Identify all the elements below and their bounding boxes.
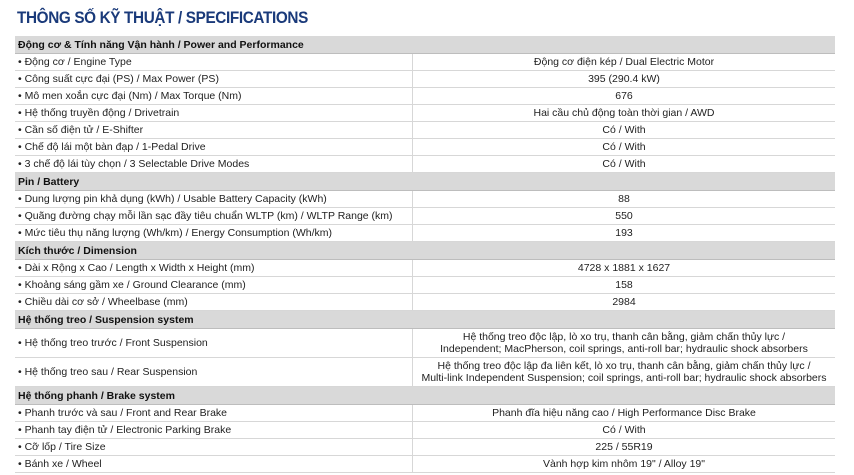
table-row	[15, 225, 835, 242]
table-row	[15, 358, 835, 387]
section-header-brake: Hệ thống phanh / Brake system	[15, 387, 835, 405]
row-label: • Dài x Rộng x Cao / Length x Width x Height (mm)	[18, 262, 255, 274]
section-header-power: Động cơ & Tính năng Vận hành / Power and Performance	[15, 36, 835, 54]
row-value: 88	[412, 191, 835, 207]
row-label: • Phanh tay điện tử / Electronic Parking Brake	[18, 424, 232, 436]
table-row	[15, 260, 835, 277]
table-row	[15, 139, 835, 156]
row-value: Có / With	[412, 139, 835, 155]
row-label: • Động cơ / Engine Type	[18, 56, 132, 68]
row-value: Động cơ điện kép / Dual Electric Motor	[412, 54, 835, 70]
row-label: • Phanh trước và sau / Front and Rear Brake	[18, 407, 228, 419]
row-label: • Quãng đường chạy mỗi lần sạc đầy tiêu chuẩn WLTP (km) / WLTP Range (km)	[18, 210, 393, 222]
row-value: Có / With	[412, 122, 835, 138]
section-header-suspension: Hệ thống treo / Suspension system	[15, 311, 835, 329]
row-value: Vành hợp kim nhôm 19" / Alloy 19"	[412, 456, 835, 472]
row-value	[412, 358, 835, 386]
table-row	[15, 191, 835, 208]
row-label: • Hệ thống treo trước / Front Suspension	[18, 337, 208, 349]
row-label: • Khoảng sáng gầm xe / Ground Clearance (mm)	[18, 279, 246, 291]
row-value: 2984	[412, 294, 835, 310]
row-value: 193	[412, 225, 835, 241]
table-row	[15, 439, 835, 456]
table-row	[15, 277, 835, 294]
row-value: 395 (290.4 kW)	[412, 71, 835, 87]
row-value: Có / With	[412, 156, 835, 172]
table-row	[15, 156, 835, 173]
row-label: • Công suất cực đại (PS) / Max Power (PS)	[18, 73, 219, 85]
row-value-line-1: Hệ thống treo độc lập đa liên kết, lò xo trụ, thanh cân bằng, giảm chấn thủy lực /	[437, 360, 811, 372]
table-row	[15, 122, 835, 139]
row-value-line-2: Multi-link Independent Suspension; coil springs, anti-roll bar; hydraulic shock absorbers	[421, 372, 827, 384]
row-value: 225 / 55R19	[412, 439, 835, 455]
row-label: • Cỡ lốp / Tire Size	[18, 441, 106, 453]
row-label: • 3 chế độ lái tùy chọn / 3 Selectable Drive Modes	[18, 158, 250, 170]
page-title: THÔNG SỐ KỸ THUẬT / SPECIFICATIONS	[17, 8, 308, 27]
spec-table	[15, 36, 835, 473]
table-row	[15, 456, 835, 473]
row-value: Hai cầu chủ động toàn thời gian / AWD	[412, 105, 835, 121]
table-row	[15, 54, 835, 71]
table-row	[15, 105, 835, 122]
row-label: • Chế độ lái một bàn đạp / 1-Pedal Drive	[18, 141, 206, 153]
table-row	[15, 405, 835, 422]
row-label: • Mô men xoắn cực đại (Nm) / Max Torque (Nm)	[18, 90, 242, 102]
row-value: Phanh đĩa hiệu năng cao / High Performance Disc Brake	[412, 405, 835, 421]
row-value: 676	[412, 88, 835, 104]
row-label: • Mức tiêu thụ năng lượng (Wh/km) / Energy Consumption (Wh/km)	[18, 227, 333, 239]
table-row	[15, 422, 835, 439]
row-value: 158	[412, 277, 835, 293]
section-header-battery: Pin / Battery	[15, 173, 835, 191]
row-label: • Hệ thống truyền động / Drivetrain	[18, 107, 180, 119]
row-value	[412, 329, 835, 357]
table-row	[15, 294, 835, 311]
table-row	[15, 88, 835, 105]
row-value: 550	[412, 208, 835, 224]
row-value-line-1: Hệ thống treo độc lập, lò xo trụ, thanh cân bằng, giảm chấn thủy lực /	[462, 331, 786, 343]
table-row	[15, 329, 835, 358]
row-value-line-2: Independent; MacPherson, coil springs, anti-roll bar; hydraulic shock absorbers	[440, 343, 808, 355]
section-header-dimension: Kích thước / Dimension	[15, 242, 835, 260]
row-label: • Bánh xe / Wheel	[18, 458, 102, 470]
row-value: Có / With	[412, 422, 835, 438]
row-label: • Cần số điện tử / E-Shifter	[18, 124, 144, 136]
table-row	[15, 208, 835, 225]
row-label: • Hệ thống treo sau / Rear Suspension	[18, 366, 198, 378]
table-row	[15, 71, 835, 88]
row-label: • Chiều dài cơ sở / Wheelbase (mm)	[18, 296, 188, 308]
row-label: • Dung lượng pin khả dụng (kWh) / Usable Battery Capacity (kWh)	[18, 193, 327, 205]
row-value: 4728 x 1881 x 1627	[412, 260, 835, 276]
